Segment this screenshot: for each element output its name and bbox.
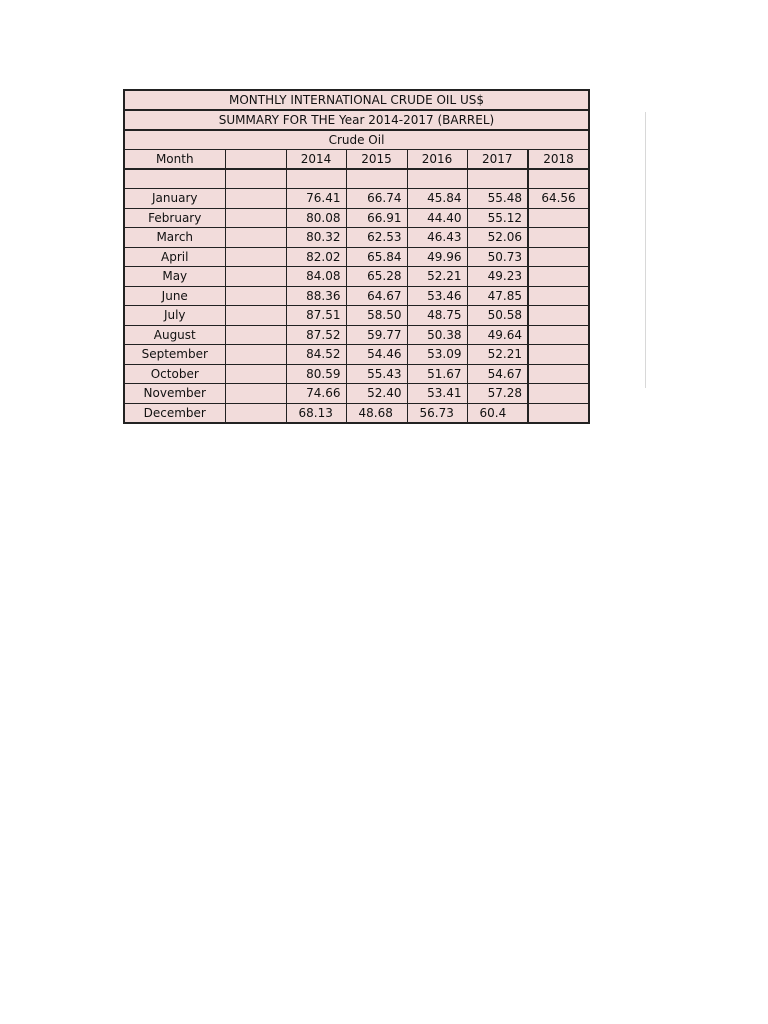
table-subtitle: SUMMARY FOR THE Year 2014-2017 (BARREL) [124, 110, 589, 130]
header-2014: 2014 [286, 150, 346, 170]
value-cell-2016: 53.41 [407, 384, 467, 404]
value-cell-2015: 65.84 [346, 247, 407, 267]
value-cell-2016: 46.43 [407, 228, 467, 248]
value-cell-2016: 51.67 [407, 364, 467, 384]
table-row [124, 286, 589, 306]
blank-cell [225, 306, 286, 326]
header-2015: 2015 [346, 150, 407, 170]
section-label: Crude Oil [124, 130, 589, 150]
value-cell-2017: 52.21 [467, 345, 528, 365]
table-row [124, 345, 589, 365]
value-cell-2018 [528, 267, 589, 287]
spacer-cell [346, 169, 407, 189]
value-cell-2015: 58.50 [346, 306, 407, 326]
blank-cell [225, 228, 286, 248]
value-cell-2014: 84.52 [286, 345, 346, 365]
side-rule [645, 112, 646, 388]
table-row [124, 189, 589, 209]
table-row [124, 384, 589, 404]
value-cell-2017: 50.58 [467, 306, 528, 326]
value-cell-2018 [528, 384, 589, 404]
value-cell-2017: 55.48 [467, 189, 528, 209]
value-cell-2016: 52.21 [407, 267, 467, 287]
value-cell-2017: 47.85 [467, 286, 528, 306]
spacer-cell [286, 169, 346, 189]
month-cell: November [124, 384, 225, 404]
month-cell: April [124, 247, 225, 267]
value-cell-2018 [528, 286, 589, 306]
value-cell-2015: 65.28 [346, 267, 407, 287]
spacer-cell [528, 169, 589, 189]
value-cell-2015: 62.53 [346, 228, 407, 248]
blank-cell [225, 189, 286, 209]
month-cell: March [124, 228, 225, 248]
blank-cell [225, 403, 286, 423]
blank-cell [225, 364, 286, 384]
header-2016: 2016 [407, 150, 467, 170]
month-cell: February [124, 208, 225, 228]
value-cell-2014: 82.02 [286, 247, 346, 267]
month-cell: October [124, 364, 225, 384]
crude-oil-table [123, 89, 590, 424]
spacer-cell [407, 169, 467, 189]
blank-cell [225, 247, 286, 267]
value-cell-2014: 68.13 [286, 403, 346, 423]
table-title: MONTHLY INTERNATIONAL CRUDE OIL US$ [124, 90, 589, 110]
header-2018: 2018 [528, 150, 589, 170]
table-row [124, 325, 589, 345]
table-row [124, 364, 589, 384]
value-cell-2015: 64.67 [346, 286, 407, 306]
table-row [124, 403, 589, 423]
value-cell-2018: 64.56 [528, 189, 589, 209]
month-cell: May [124, 267, 225, 287]
month-cell: June [124, 286, 225, 306]
blank-cell [225, 325, 286, 345]
table-row [124, 267, 589, 287]
value-cell-2016: 44.40 [407, 208, 467, 228]
spacer-cell [124, 169, 225, 189]
table-row [124, 208, 589, 228]
value-cell-2017: 52.06 [467, 228, 528, 248]
value-cell-2018 [528, 208, 589, 228]
value-cell-2014: 87.51 [286, 306, 346, 326]
value-cell-2014: 87.52 [286, 325, 346, 345]
value-cell-2018 [528, 364, 589, 384]
month-cell: December [124, 403, 225, 423]
value-cell-2015: 52.40 [346, 384, 407, 404]
value-cell-2016: 48.75 [407, 306, 467, 326]
month-cell: August [124, 325, 225, 345]
value-cell-2014: 80.32 [286, 228, 346, 248]
value-cell-2018 [528, 403, 589, 423]
value-cell-2018 [528, 247, 589, 267]
value-cell-2015: 48.68 [346, 403, 407, 423]
month-cell: July [124, 306, 225, 326]
blank-cell [225, 208, 286, 228]
value-cell-2016: 45.84 [407, 189, 467, 209]
value-cell-2014: 84.08 [286, 267, 346, 287]
value-cell-2018 [528, 325, 589, 345]
value-cell-2014: 74.66 [286, 384, 346, 404]
value-cell-2015: 66.74 [346, 189, 407, 209]
value-cell-2018 [528, 345, 589, 365]
spacer-cell [467, 169, 528, 189]
value-cell-2017: 57.28 [467, 384, 528, 404]
value-cell-2017: 50.73 [467, 247, 528, 267]
value-cell-2017: 49.23 [467, 267, 528, 287]
value-cell-2017: 49.64 [467, 325, 528, 345]
blank-cell [225, 384, 286, 404]
value-cell-2014: 88.36 [286, 286, 346, 306]
table-row [124, 228, 589, 248]
value-cell-2014: 80.08 [286, 208, 346, 228]
value-cell-2016: 50.38 [407, 325, 467, 345]
value-cell-2015: 54.46 [346, 345, 407, 365]
value-cell-2016: 56.73 [407, 403, 467, 423]
value-cell-2018 [528, 306, 589, 326]
blank-cell [225, 267, 286, 287]
header-blank [225, 150, 286, 170]
value-cell-2015: 66.91 [346, 208, 407, 228]
value-cell-2017: 60.4 [467, 403, 528, 423]
spacer-cell [225, 169, 286, 189]
value-cell-2015: 55.43 [346, 364, 407, 384]
value-cell-2014: 76.41 [286, 189, 346, 209]
blank-cell [225, 286, 286, 306]
blank-cell [225, 345, 286, 365]
value-cell-2018 [528, 228, 589, 248]
value-cell-2017: 54.67 [467, 364, 528, 384]
month-cell: January [124, 189, 225, 209]
header-month: Month [124, 150, 225, 170]
value-cell-2017: 55.12 [467, 208, 528, 228]
table-row [124, 306, 589, 326]
value-cell-2014: 80.59 [286, 364, 346, 384]
month-cell: September [124, 345, 225, 365]
table-row [124, 247, 589, 267]
value-cell-2016: 53.46 [407, 286, 467, 306]
value-cell-2016: 53.09 [407, 345, 467, 365]
value-cell-2015: 59.77 [346, 325, 407, 345]
value-cell-2016: 49.96 [407, 247, 467, 267]
header-2017: 2017 [467, 150, 528, 170]
